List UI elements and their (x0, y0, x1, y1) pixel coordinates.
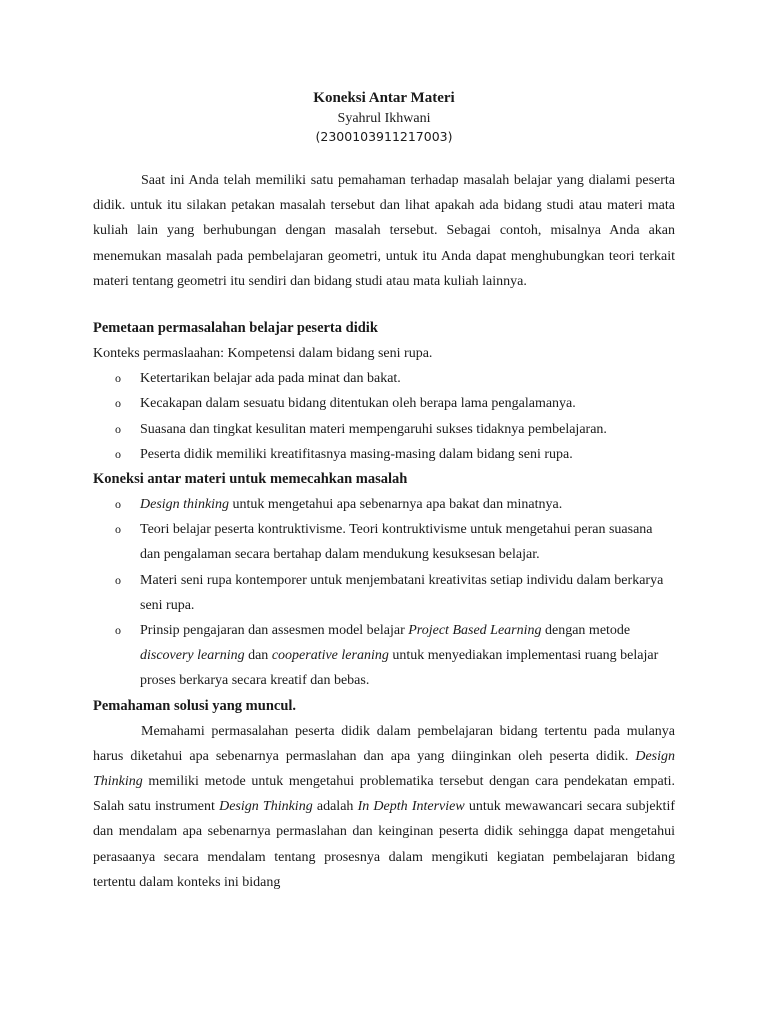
paragraph-text: memiliki metode untuk mengetahui problematika tersebut dengan cara pendekatan empati. Salah satu instrument (93, 774, 675, 815)
italic-term: Design thinking (140, 497, 230, 513)
bullet-icon: o (115, 446, 121, 461)
italic-term: Project Based Learning (408, 623, 542, 639)
bullet-icon: o (115, 623, 121, 638)
section2-heading: Koneksi antar materi untuk memecahkan masalah (93, 471, 408, 488)
spacer (93, 294, 675, 316)
italic-term: cooperative leraning (271, 648, 389, 664)
italic-term: Design Thinking (93, 748, 675, 790)
bullet-icon: o (115, 522, 121, 537)
list-item-text: Peserta didik memiliki kreatifitasnya masing-masing dalam bidang seni rupa. (140, 446, 573, 462)
list-item-text: untuk mengetahui apa sebenarnya apa bakat dan minatnya. (229, 497, 563, 513)
student-id: (2300103911217003) (315, 129, 453, 144)
list-item (115, 442, 675, 467)
list-item-text: Materi seni rupa kontemporer untuk menjembatani kreativitas setiap individu dalam berkarya seni rupa. (140, 572, 664, 613)
list-item (115, 417, 675, 442)
list-item-text: untuk menyediakan implementasi ruang belajar proses berkarya secara kreatif dan bebas. (140, 648, 659, 689)
section3-heading: Pemahaman solusi yang muncul. (93, 697, 297, 714)
list-item-text: dan (244, 648, 272, 664)
paragraph-text: adalah (312, 799, 358, 815)
bullet-icon: o (115, 572, 121, 587)
section1-context: Konteks permaslaahan: Kompetensi dalam bidang seni rupa. (93, 346, 433, 362)
list-item-text: Kecakapan dalam sesuatu bidang ditentukan oleh berapa lama pengalamanya. (140, 396, 576, 412)
section1-heading: Pemetaan permasalahan belajar peserta didik (93, 320, 378, 337)
list-item-text: Teori belajar peserta kontruktivisme. Teori kontruktivisme untuk mengetahui peran suasana dan pengalaman secara bertahap dalam mendukung kesuksesan belajar. (140, 522, 653, 563)
list-item (115, 366, 675, 391)
italic-term: Design Thinking (219, 799, 313, 815)
intro-paragraph: Saat ini Anda telah memiliki satu pemahaman terhadap masalah belajar yang dialami peserta didik. untuk itu silakan petakan masalah tersebut dan lihat apakah ada bidang studi atau materi mata kuliah lain yang berhubungan dengan masalah tersebut. Sebagai contoh, misalnya Anda akan menemukan masalah pada pembelajaran geometri, untuk itu Anda dapat menghubungkan teori terkait materi tentang geometri itu sendiri dan bidang studi atau mata kuliah lainnya. (93, 173, 675, 289)
bullet-icon: o (115, 497, 121, 512)
section3-paragraph (93, 719, 675, 895)
list-item (115, 517, 675, 567)
list-item-text: Ketertarikan belajar ada pada minat dan bakat. (140, 371, 401, 387)
italic-term: discovery learning (140, 648, 245, 664)
bullet-icon: o (115, 371, 121, 386)
list-item (115, 492, 675, 517)
bullet-icon: o (115, 396, 121, 411)
section1-list (93, 366, 675, 467)
paragraph-text: Memahami permasalahan peserta didik dalam pembelajaran bidang tertentu pada mulanya harus diketahui apa sebenarnya permaslahan dan apa yang diinginkan oleh peserta didik. (93, 723, 675, 764)
paragraph-text: untuk mewawancari secara subjektif dan mendalam apa sebenarnya permaslahan dan keinginan peserta didik sehingga dapat mengetahui perasaanya secara mendalam tentang prosesnya dalam mengikuti kegiatan pembelajaran bidang tertentu dalam konteks ini bidang (93, 799, 675, 890)
bullet-icon: o (115, 421, 121, 436)
list-item-text: Prinsip pengajaran dan assesmen model belajar (140, 623, 409, 639)
list-item (115, 618, 675, 694)
italic-term: In Depth Interview (357, 799, 465, 815)
list-item-text: Suasana dan tingkat kesulitan materi mempengaruhi sukses tidaknya pembelajaran. (140, 421, 607, 437)
list-item (115, 568, 675, 618)
list-item (115, 391, 675, 416)
author-name: Syahrul Ikhwani (337, 111, 431, 126)
document-title: Koneksi Antar Materi (313, 90, 455, 106)
list-item-text: dengan metode (541, 623, 631, 639)
section2-list (93, 492, 675, 694)
